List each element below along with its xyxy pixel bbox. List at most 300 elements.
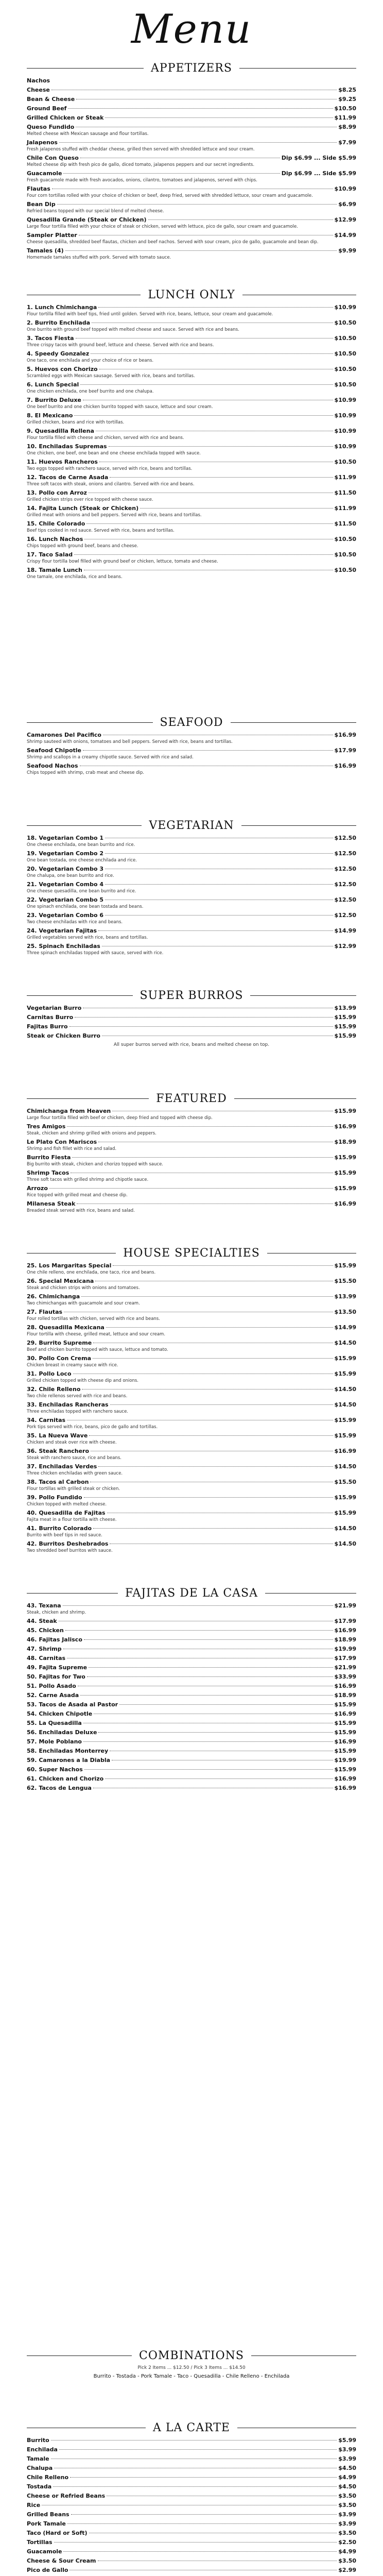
item-price: $14.50 [334,1386,356,1393]
item-description: One tamale, one enchilada, rice and beans. [27,574,123,580]
menu-item [27,335,356,348]
item-name: Quesadilla Grande (Steak or Chicken) [27,216,147,223]
menu-item [27,443,356,456]
item-name: Chile Con Queso [27,155,79,161]
item-description: Fresh jalapenos stuffed with cheddar cheese, grilled then served with shredded lettuce and sour cream. [27,147,255,152]
item-price: $15.99 [334,1417,356,1423]
item-name: 12. Tacos de Carne Asada [27,474,109,481]
dot-leader [59,142,337,143]
dot-leader [63,1605,333,1606]
item-description: Scrambled eggs with Mexican sausage. Served with rice, beans and tortillas. [27,374,195,379]
menu-item [27,1448,356,1461]
item-name: 25. Spinach Enchiladas [27,943,100,950]
section-title: HOUSE SPECIALTIES [116,1247,267,1260]
item-price: $18.99 [334,1636,356,1643]
menu-item [27,1627,356,1634]
menu-item [27,2511,356,2518]
item-description: Fresh guacamole made with fresh avocados, onions, cilantro, tomatoes and jalapenos, served with chips. [27,178,257,183]
item-price: $16.99 [334,1785,356,1791]
menu-item [27,896,356,910]
section-header [27,2421,356,2435]
item-price: $12.50 [334,896,356,903]
menu-item [27,1766,356,1773]
dot-leader [72,1157,333,1158]
item-price: $10.50 [334,105,356,112]
item-name: Chalupa [27,2465,53,2471]
dot-leader [68,108,333,109]
item-name: 48. Carnitas [27,1655,66,1662]
item-price: $11.99 [334,505,356,512]
item-price: $15.99 [334,1432,356,1439]
menu-item [27,185,356,199]
item-name: 26. Chimichanga [27,1293,80,1300]
item-price: $2.99 [338,2567,356,2573]
item-name: Grilled Chicken or Steak [27,114,104,121]
item-price: $10.50 [334,319,356,326]
menu-item [27,2493,356,2500]
item-name: 8. El Mexicano [27,412,73,419]
item-description: Refried beans topped with our special blend of melted cheese. [27,209,164,214]
section-title: COMBINATIONS [132,2349,251,2363]
item-price: $12.50 [334,881,356,888]
section-title: SUPER BURROS [133,989,251,1003]
item-price: $17.99 [334,1618,356,1624]
item-price: $5.99 [338,2437,356,2444]
dot-leader [87,1676,333,1677]
item-name: 43. Texana [27,1602,61,1609]
item-price: $12.50 [334,835,356,841]
menu-item [27,1636,356,1643]
dot-leader [105,117,333,118]
item-price: $17.99 [334,747,356,754]
item-description: Large flour tortilla filled with your choice of steak or chicken, served with lettuce, pico de gallo, sour cream and guacamole. [27,224,298,229]
menu-item [27,1701,356,1708]
item-name: Queso Fundido [27,124,75,130]
item-name: Nachos [27,77,50,84]
item-name: 47. Shrimp [27,1646,62,1652]
item-price: $3.99 [338,2446,356,2453]
item-description: Two cheese enchiladas with rice and beans. [27,920,123,925]
item-name: Arrozo [27,1185,48,1192]
item-price: $10.99 [334,412,356,419]
dot-leader [110,1404,333,1405]
item-description: Two chimichangas with guacamole and sour cream. [27,1301,140,1306]
item-price: $15.99 [334,1720,356,1726]
menu-item [27,2465,356,2472]
item-price: $15.99 [334,1032,356,1039]
item-name: 56. Enchiladas Deluxe [27,1729,97,1736]
item-name: Pork Tamale [27,2520,66,2527]
item-name: 62. Tacos de Lengua [27,1785,92,1791]
item-name: Guacamole [27,2548,62,2555]
item-description: Three soft tacos with steak, onions and cilantro. Served with rice and beans. [27,482,195,487]
item-name: 23. Vegetarian Combo 6 [27,912,103,919]
item-name: Tres Amigos [27,1123,66,1130]
item-name: 18. Vegetarian Combo 1 [27,835,103,841]
item-price: $10.50 [334,551,356,558]
item-description: Four rolled tortillas with chicken, served with rice and beans. [27,1316,160,1321]
item-price: $3.50 [338,2493,356,2499]
menu-section [27,2349,356,2380]
item-name: 28. Quesadilla Mexicana [27,1324,105,1331]
dot-leader [80,384,333,385]
item-name: 53. Tacos de Asada al Pastor [27,1701,118,1708]
menu-item [27,232,356,245]
item-name: 31. Pollo Loco [27,1370,72,1377]
item-name: Seafood Nachos [27,762,78,769]
menu-item [27,1510,356,1523]
item-description: Melted cheese dip with fresh pico de gallo, diced tomato, jalapenos peppers and our secret ingredients. [27,162,255,167]
menu-item [27,747,356,760]
menu-item [27,1185,356,1198]
item-price: $18.99 [334,1139,356,1145]
item-description: One chicken enchilada, one beef burrito and one chalupa. [27,389,154,394]
dot-leader [84,1639,333,1640]
item-name: 45. Chicken [27,1627,64,1634]
dot-leader [119,1704,333,1705]
menu-item [27,850,356,863]
menu-item [27,2530,356,2537]
item-price: $14.99 [334,927,356,934]
item-description: Steak, chicken and shrimp. [27,1610,86,1615]
section-header [27,819,356,833]
section-header [27,2349,356,2363]
item-name: Grilled Beans [27,2511,69,2518]
menu-item [27,1123,356,1137]
item-name: 20. Vegetarian Combo 3 [27,866,103,872]
dot-leader [49,1188,333,1189]
menu-item [27,1023,356,1030]
menu-item [27,1757,356,1764]
dot-leader [51,2440,337,2441]
menu-item [27,927,356,941]
item-description: Homemade tamales stuffed with pork. Served with tomato sauce. [27,255,171,260]
item-description: Grilled chicken strips over rice topped with cheese sauce. [27,497,153,502]
item-name: 34. Carnitas [27,1417,66,1423]
menu-item [27,155,356,168]
menu-item [27,1618,356,1625]
item-name: 10. Enchiladas Supremas [27,443,107,450]
dot-leader [75,1017,333,1018]
item-name: 2. Burrito Enchilada [27,319,91,326]
menu-item [27,2474,356,2481]
item-description: Three crispy tacos with ground beef, lettuce and cheese. Served with rice and beans. [27,343,214,348]
item-name: Camarones Del Pacifico [27,732,101,738]
menu-item [27,381,356,395]
menu-item [27,366,356,379]
section-header [27,1587,356,1600]
item-name: 1. Lunch Chimichanga [27,304,97,311]
item-price: $13.99 [334,1293,356,1300]
item-description: Steak and chicken strips with onions and tomatoes. [27,1285,140,1291]
dot-leader [148,219,333,220]
dot-leader [71,2514,337,2515]
menu-item [27,114,356,122]
item-name: 6. Lunch Special [27,381,79,388]
item-description: One beef burrito and one chicken burrito topped with sauce, lettuce and sour cream. [27,404,213,410]
menu-item [27,1432,356,1446]
menu-item [27,1139,356,1152]
item-description: Beef and chicken burrito topped with sauce, lettuce and tomato. [27,1347,168,1352]
item-price: $11.50 [334,489,356,496]
item-price: $11.99 [334,474,356,481]
item-name: 14. Fajita Lunch (Steak or Chicken) [27,505,139,512]
dot-leader [69,1026,333,1027]
dot-leader [106,1327,333,1328]
item-price: $10.50 [334,366,356,372]
item-name: 13. Pollo con Arroz [27,489,87,496]
section-title: FAJITAS DE LA CASA [118,1587,265,1600]
item-price: $11.99 [334,114,356,121]
dot-leader [98,1466,333,1467]
item-name: Tostada [27,2483,52,2490]
item-name: 54. Chicken Chipotle [27,1710,93,1717]
item-name: Seafood Chipotle [27,747,82,754]
item-price: $10.99 [334,304,356,311]
item-price: $4.99 [338,2548,356,2555]
item-name: Flautas [27,185,50,192]
menu-item [27,1479,356,1492]
item-price: $33.99 [334,1673,356,1680]
item-price: $3.50 [338,2530,356,2536]
item-price: $15.50 [334,1479,356,1485]
item-price: $15.99 [334,1262,356,1269]
item-price: $4.99 [338,2474,356,2481]
item-description: Grilled chicken, beans and rice with tortillas. [27,420,125,425]
item-name: 32. Chile Relleno [27,1386,81,1393]
item-description: Chicken topped with melted cheese. [27,1502,107,1507]
item-name: 22. Vegetarian Combo 5 [27,896,103,903]
item-price: $16.99 [334,1123,356,1130]
dot-leader [98,307,333,308]
menu-item [27,1005,356,1012]
item-name: 5. Huevos con Chorizo [27,366,98,372]
dot-leader [86,523,333,524]
item-price: $12.50 [334,850,356,857]
menu-item [27,2548,356,2555]
item-price: $16.99 [334,1710,356,1717]
dot-leader [105,1778,333,1779]
item-name: 4. Speedy Gonzalez [27,350,90,357]
menu-item [27,762,356,776]
item-price: $19.99 [334,1646,356,1652]
menu-item [27,2455,356,2463]
item-name: 9. Quesadilla Rellena [27,428,94,434]
dot-leader [93,1358,333,1359]
item-description: Pork tips served with rice, beans, pico de gallo and tortillas. [27,1425,158,1430]
item-price: $21.99 [334,1664,356,1671]
section-header [27,289,356,302]
item-price: $3.99 [338,2455,356,2462]
item-price: $3.99 [338,2520,356,2527]
item-description: Shrimp and scallops in a creamy chipotle sauce. Served with rice and salad. [27,755,194,760]
menu-item [27,1775,356,1783]
menu-section [27,2421,356,2576]
menu-item [27,2539,356,2546]
menu-section [27,1587,356,1792]
section-title: LUNCH ONLY [141,289,242,302]
item-name: Taco (Hard or Soft) [27,2530,88,2536]
item-name: 36. Steak Ranchero [27,1448,90,1454]
item-description: Beef tips cooked in red sauce. Served with rice, beans and tortillas. [27,528,175,533]
menu-item [27,1525,356,1538]
menu-item [27,1170,356,1183]
item-price: $3.50 [338,2502,356,2509]
menu-item [27,1370,356,1384]
item-name: 18. Tamale Lunch [27,567,82,573]
menu-section [27,1247,356,1554]
dot-leader [98,1732,333,1733]
item-name: 19. Vegetarian Combo 2 [27,850,103,857]
item-description: Fajita meat in a flour tortilla with cheese. [27,1517,117,1522]
item-price: $10.99 [334,428,356,434]
menu-item [27,866,356,879]
item-price: $12.50 [334,866,356,872]
dot-leader [80,1695,333,1696]
item-name: 3. Tacos Fiesta [27,335,74,342]
item-price: Dip $6.99 ... Side $5.99 [281,155,356,161]
item-name: 39. Pollo Fundido [27,1494,82,1501]
dot-leader [65,250,337,251]
item-name: 15. Chile Colorado [27,520,85,527]
item-price: $13.99 [334,1005,356,1011]
item-name: 61. Chicken and Chorizo [27,1775,104,1782]
item-price: $15.99 [334,1510,356,1516]
item-price: $12.99 [334,943,356,950]
item-name: Tamales (4) [27,247,64,254]
menu-item [27,2557,356,2565]
item-description: Two eggs topped with ranchero sauce, served with rice, beans and tortillas. [27,466,193,471]
item-description: Grilled vegetables served with rice, beans and tortillas. [27,935,148,940]
item-name: 21. Vegetarian Combo 4 [27,881,103,888]
item-description: Four corn tortillas rolled with your choice of chicken or beef, deep fried, served with shredded lettuce, sour cream and guacamole. [27,193,313,198]
item-price: $15.99 [334,1748,356,1754]
item-description: Two shredded beef burritos with sauce. [27,1548,113,1553]
item-name: 46. Fajitas Jalisco [27,1636,82,1643]
menu-item [27,1324,356,1337]
section-header [27,1092,356,1106]
menu-item [27,2502,356,2509]
item-price: $10.99 [334,185,356,192]
menu-item [27,1154,356,1167]
item-description: One cheese quesadilla, one bean burrito and rice. [27,889,136,894]
menu-item [27,1494,356,1507]
section-header [27,1247,356,1260]
item-name: 40. Quesadilla de Fajitas [27,1510,106,1516]
item-name: 41. Burrito Colorado [27,1525,92,1532]
menu-item [27,350,356,364]
item-name: 29. Burrito Supreme [27,1340,92,1346]
item-price: $16.99 [334,762,356,769]
item-description: Big burrito with steak, chicken and chorizo topped with sauce. [27,1162,163,1167]
item-price: $10.50 [334,381,356,388]
item-description: One chile relleno, one enchilada, one taco, rice and beans. [27,1270,156,1275]
dot-leader [83,750,333,751]
item-price: $16.99 [334,732,356,738]
dot-leader [105,915,333,916]
item-name: Tamale [27,2455,49,2462]
item-price: $19.99 [334,1757,356,1764]
item-description: One cheese enchilada, one bean burrito and rice. [27,842,135,848]
section-title: A LA CARTE [146,2421,237,2435]
item-name: 30. Pollo Con Crema [27,1355,91,1362]
item-price: $13.50 [334,1309,356,1315]
dot-leader [93,1528,333,1529]
item-name: 24. Vegetarian Fajitas [27,927,97,934]
menu-item [27,1014,356,1021]
item-price: $15.99 [334,1729,356,1736]
dot-leader [57,204,337,205]
item-price: $16.99 [334,1448,356,1454]
item-name: Shrimp Tacos [27,1170,69,1176]
item-name: Fajitas Burro [27,1023,68,1030]
item-description: Large flour tortilla filled with beef or chicken, deep fried and topped with cheese dip. [27,1115,213,1121]
item-name: 33. Enchiladas Rancheras [27,1401,109,1408]
item-price: $11.50 [334,520,356,527]
menu-item [27,87,356,94]
item-name: Jalapenos [27,139,58,146]
dot-leader [105,853,333,854]
menu-item [27,1309,356,1322]
menu-item [27,1355,356,1368]
menu-item [27,1785,356,1792]
item-description: Cheese quesadilla, shredded beef flautas, chicken and beef nachos. Served with sour cream, pico de gallo, guacamole and bean dip. [27,240,319,245]
item-price: $16.99 [334,1200,356,1207]
item-price: $15.99 [334,1023,356,1030]
item-name: 42. Burritos Deshebrados [27,1540,109,1547]
item-name: Carnitas Burro [27,1014,74,1021]
item-name: Bean Dip [27,201,56,208]
item-price: $14.50 [334,1540,356,1547]
menu-item [27,1108,356,1121]
menu-item [27,1729,356,1736]
item-price: $9.99 [338,247,356,254]
item-price: $8.99 [338,124,356,130]
menu-item [27,881,356,894]
item-price: $15.99 [334,1108,356,1114]
menu-item [27,551,356,565]
item-price: $14.50 [334,1401,356,1408]
section-title: SEAFOOD [153,716,231,730]
item-price: $15.99 [334,1170,356,1176]
item-name: Le Plato Con Mariscos [27,1139,97,1145]
item-name: 7. Burrito Deluxe [27,397,81,403]
menu-item [27,1278,356,1291]
item-price: $10.50 [334,536,356,543]
item-price: $15.99 [334,1185,356,1192]
item-name: 49. Fajita Supreme [27,1664,88,1671]
item-price: $6.99 [338,201,356,208]
item-name: 51. Pollo Asado [27,1683,76,1689]
item-price: $14.50 [334,1463,356,1470]
item-name: Chile Relleno [27,2474,69,2481]
item-description: Two chile rellenos served with rice and beans. [27,1394,128,1399]
menu-item [27,2567,356,2574]
item-price: $10.50 [334,567,356,573]
item-price: $21.99 [334,1602,356,1609]
section-title: FEATURED [149,1092,234,1106]
section-header [27,716,356,730]
menu-item [27,1683,356,1690]
item-description: Steak with ranchero sauce, rice and beans. [27,1455,121,1461]
section-header [27,62,356,75]
menu-item [27,536,356,549]
menu-item [27,397,356,410]
menu-item [27,459,356,472]
item-name: Bean & Cheese [27,96,75,103]
item-description: Grilled chicken topped with cheese dip and onions. [27,1378,139,1383]
item-name: 37. Enchiladas Verdes [27,1463,97,1470]
